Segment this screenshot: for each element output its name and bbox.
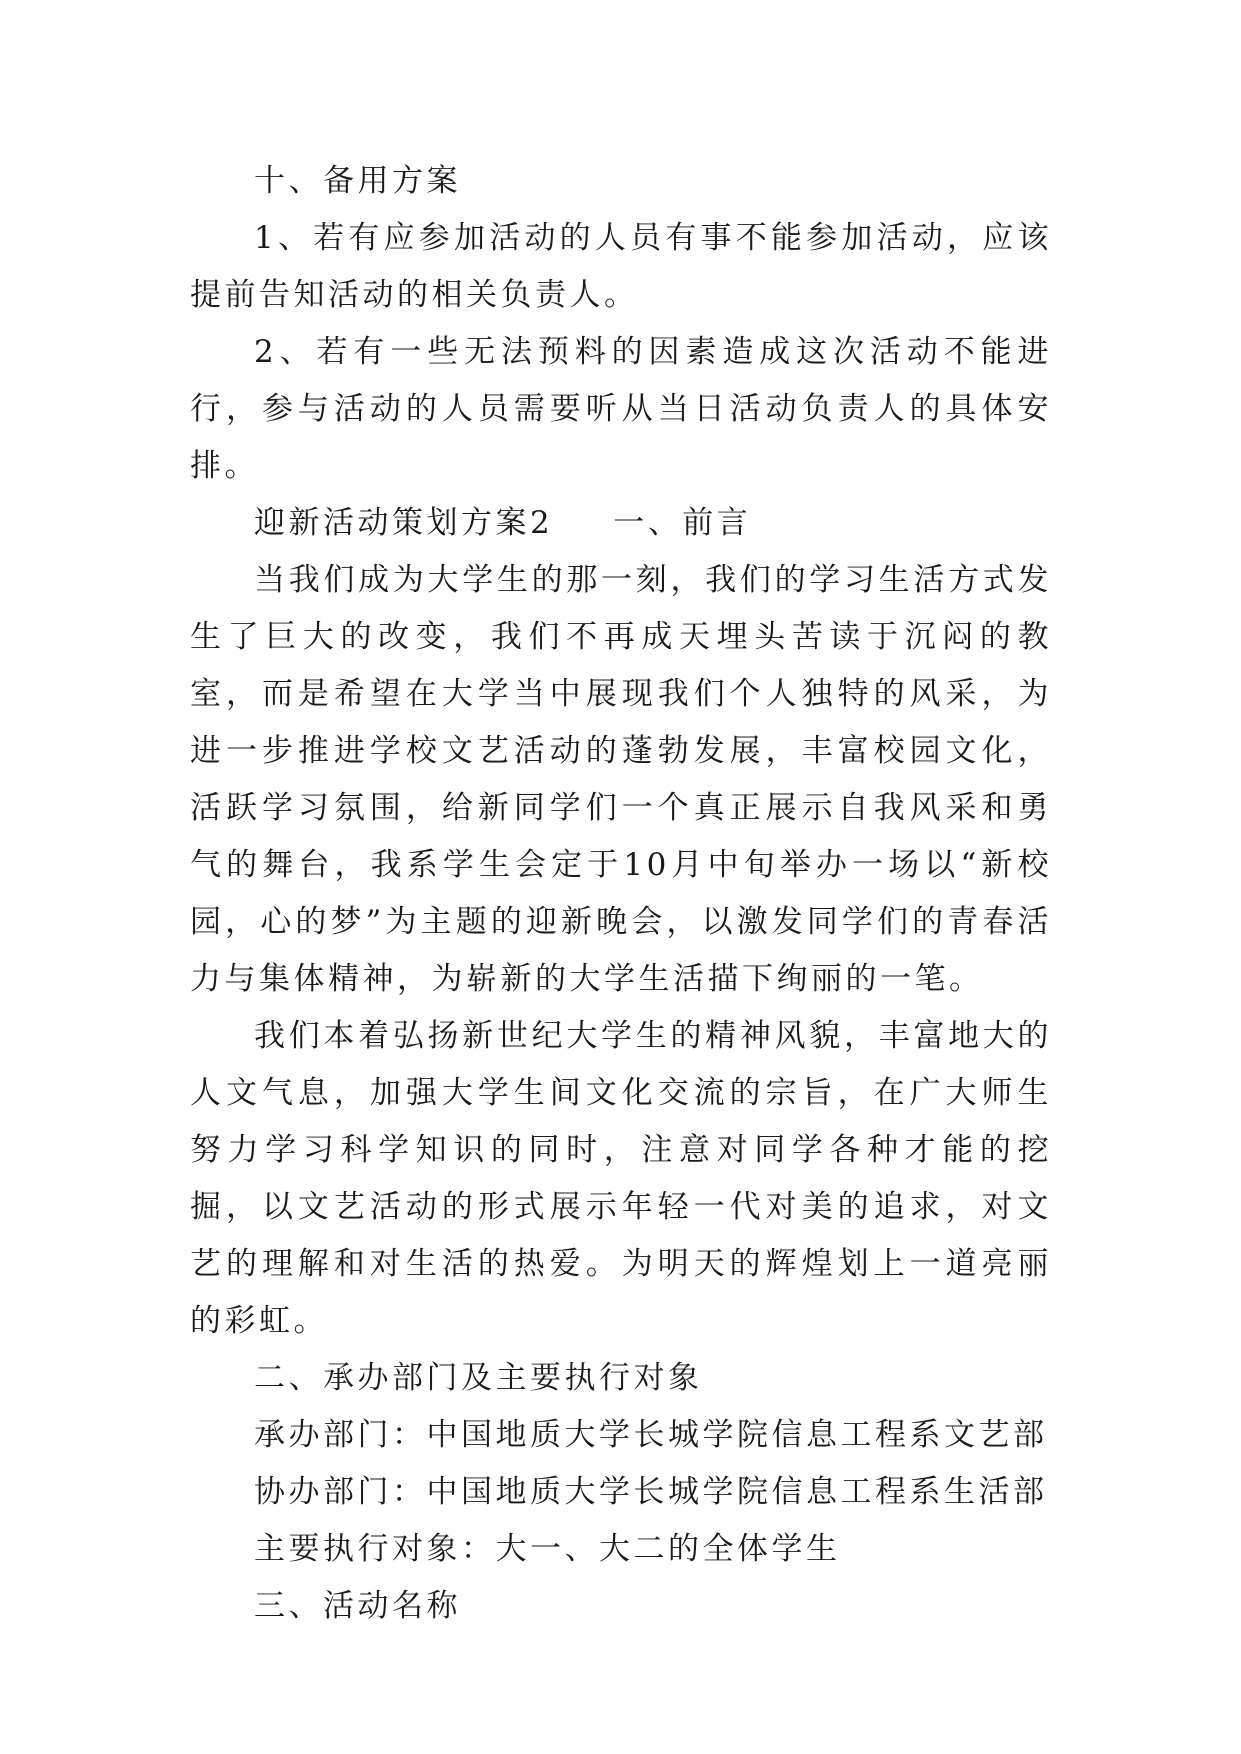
section-subtitle: 一、前言 [613,505,752,541]
line-target-audience: 主要执行对象：大一、大二的全体学生 [254,1531,841,1567]
heading-activity-name: 三、活动名称 [254,1588,461,1624]
paragraph-preface-2: 我们本着弘扬新世纪大学生的精神风貌，丰富地大的人文气息，加强大学生间文化交流的宗旨，在广大师生努力学习科学知识的同时，注意对同学各种才能的挖掘，以文艺活动的形式展示年轻一代对美的追求，对文艺的理解和对生活的热爱。为明天的辉煌划上一道亮丽的彩虹。 [190,1018,1052,1339]
section-heading-line [190,495,1052,552]
heading-departments: 二、承办部门及主要执行对象 [254,1360,703,1396]
document-body [190,153,1052,1635]
paragraph-backup-1: 1、若有应参加活动的人员有事不能参加活动，应该提前告知活动的相关负责人。 [190,220,1052,313]
line-co-organizer: 协办部门：中国地质大学长城学院信息工程系生活部 [254,1474,1048,1510]
heading-backup-plan: 十、备用方案 [254,163,461,199]
paragraph-backup-2: 2、若有一些无法预料的因素造成这次活动不能进行，参与活动的人员需要听从当日活动负责人的具体安排。 [190,334,1052,484]
line-organizer: 承办部门：中国地质大学长城学院信息工程系文艺部 [254,1417,1048,1453]
paragraph-preface-1: 当我们成为大学生的那一刻，我们的学习生活方式发生了巨大的改变，我们不再成天埋头苦读于沉闷的教室，而是希望在大学当中展现我们个人独特的风采，为进一步推进学校文艺活动的蓬勃发展，丰富校园文化，活跃学习氛围，给新同学们一个真正展示自我风采和勇气的舞台，我系学生会定于10月中旬举办一场以“新校园，心的梦”为主题的迎新晚会，以激发同学们的青春活力与集体精神，为崭新的大学生活描下绚丽的一笔。 [190,562,1052,997]
section-title: 迎新活动策划方案2 [254,505,554,541]
